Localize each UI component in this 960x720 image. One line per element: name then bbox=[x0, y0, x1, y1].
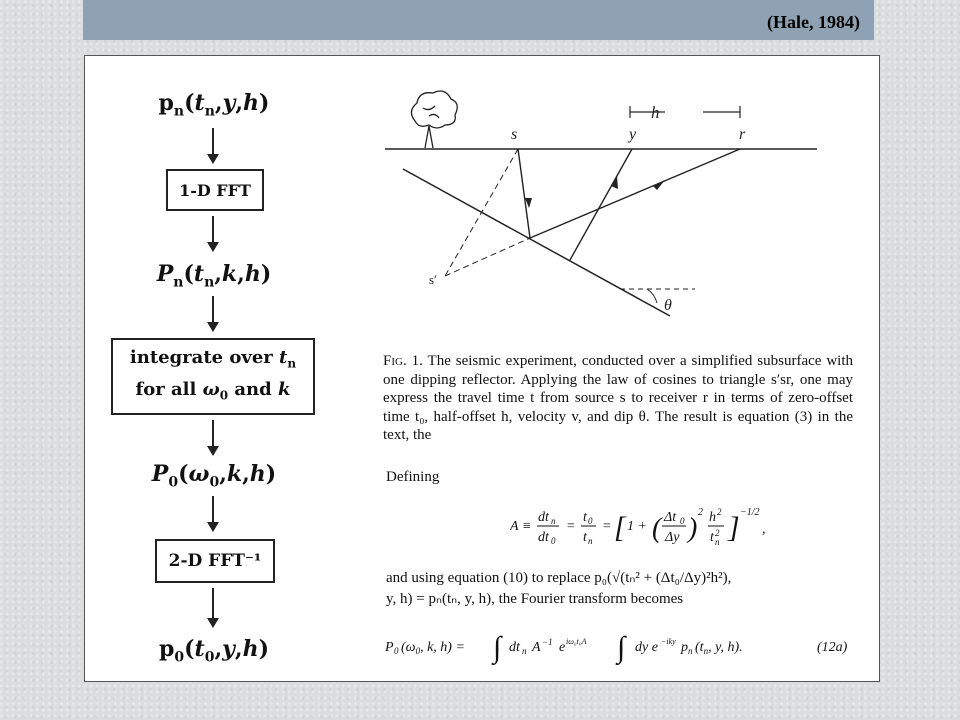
svg-text:0: 0 bbox=[588, 516, 593, 526]
svg-text:∫: ∫ bbox=[617, 631, 626, 664]
replace-line-1: and using equation (10) to replace p₀(√(tₙ² + (Δt₀/Δy)²h²), bbox=[386, 570, 732, 586]
step-2d-inverse-fft-label: 2-D FFT⁻¹ bbox=[168, 551, 262, 571]
svg-text:=: = bbox=[602, 519, 612, 534]
zero-offset-ray-arrow bbox=[611, 176, 618, 189]
label-s-prime: s′ bbox=[429, 272, 437, 287]
ray-up bbox=[530, 149, 740, 238]
svg-text:dt: dt bbox=[509, 640, 520, 655]
flow-input: $p_n(t_n,y,h)$ bbox=[158, 90, 270, 120]
svg-text:(ω0, k, h) =: ($\omega_0$, k, h) = bbox=[401, 640, 465, 656]
svg-text:n: n bbox=[688, 646, 693, 656]
svg-text:dt: dt bbox=[538, 510, 549, 525]
svg-text:P: P bbox=[385, 640, 394, 655]
svg-text:n: n bbox=[522, 646, 527, 656]
svg-text:∫: ∫ bbox=[493, 631, 502, 664]
svg-text:0: 0 bbox=[394, 646, 399, 656]
svg-text:t: t bbox=[583, 530, 587, 545]
image-source-line bbox=[445, 149, 518, 276]
svg-text:e: e bbox=[559, 640, 566, 655]
equation-a bbox=[510, 501, 810, 551]
caption-fig-label: Fig. 1. bbox=[383, 353, 423, 369]
header-bar bbox=[83, 0, 874, 40]
flow-arrow-3 bbox=[212, 296, 214, 330]
svg-text:−1: −1 bbox=[542, 637, 553, 647]
image-ray-line bbox=[445, 238, 530, 276]
flow-arrow-2 bbox=[212, 216, 214, 250]
equation-12a bbox=[385, 626, 865, 668]
step-integrate-line1: integrate over $t_n$ bbox=[129, 346, 297, 371]
flow-after-fft: $P_n(t_n,k,h)$ bbox=[156, 261, 272, 291]
ray-down bbox=[518, 149, 530, 238]
label-theta: θ bbox=[664, 297, 672, 314]
svg-text:t: t bbox=[583, 510, 587, 525]
label-s: s bbox=[511, 126, 518, 143]
svg-text:[: [ bbox=[614, 511, 626, 544]
seismic-diagram bbox=[385, 86, 845, 326]
svg-text:p: p bbox=[681, 640, 688, 655]
svg-text:dt: dt bbox=[538, 530, 549, 545]
label-y: y bbox=[629, 126, 637, 143]
svg-text:n: n bbox=[551, 516, 556, 526]
svg-text:Δt: Δt bbox=[664, 510, 677, 525]
svg-text:): ) bbox=[688, 513, 698, 544]
label-r: r bbox=[739, 126, 746, 143]
flow-after-integrate: $P_0(\omega_0,k,h)$ bbox=[151, 461, 277, 491]
caption-text: The seismic experiment, conducted over a simplified subsurface with one dipping reflector. Applying the law of cosines to triangle s′sr, one may express the travel time t from source s to receiver r in terms of zero-offset time t₀, half-offset h, velocity v, and dip θ. The result is equation (3) in the text, the bbox=[383, 353, 853, 443]
svg-text:A: A bbox=[532, 640, 541, 655]
svg-text:=: = bbox=[566, 519, 576, 534]
svg-text:2: 2 bbox=[715, 528, 720, 538]
svg-text:n: n bbox=[715, 537, 720, 547]
dipping-reflector bbox=[403, 169, 670, 316]
svg-text:0: 0 bbox=[551, 536, 556, 546]
svg-text:h: h bbox=[709, 510, 716, 525]
flow-arrow-5 bbox=[212, 496, 214, 530]
svg-text:A: A bbox=[510, 519, 519, 534]
svg-text:iω₀t₀A: iω₀t₀A bbox=[566, 637, 587, 646]
replace-line-2: y, h) = pₙ(tₙ, y, h), the Fourier transform becomes bbox=[386, 591, 684, 607]
flow-output: $p_0(t_0,y,h)$ bbox=[158, 636, 270, 666]
tree-icon bbox=[411, 91, 457, 148]
defining-text: Defining bbox=[386, 469, 440, 485]
flow-arrow-4 bbox=[212, 420, 214, 454]
svg-text:0: 0 bbox=[680, 516, 685, 526]
flow-arrow-1 bbox=[212, 128, 214, 162]
dip-angle-arc bbox=[647, 289, 657, 303]
svg-text:t: t bbox=[710, 530, 714, 545]
step-2d-inverse-fft bbox=[155, 539, 275, 583]
step-1d-fft-label: 1-D FFT bbox=[179, 180, 251, 200]
figure-panel bbox=[84, 55, 880, 682]
svg-text:−1/2: −1/2 bbox=[740, 507, 760, 518]
svg-text:≡: ≡ bbox=[522, 519, 532, 534]
svg-text:1 +: 1 + bbox=[627, 519, 647, 534]
step-integrate bbox=[111, 338, 315, 415]
svg-text:,: , bbox=[762, 522, 766, 537]
step-integrate-line2: for all $\omega_0$ and k bbox=[135, 378, 291, 403]
svg-text:(tn, y, h).: ($t_n$, y, h). bbox=[695, 640, 743, 656]
svg-text:]: ] bbox=[728, 511, 740, 544]
svg-text:−iky: −iky bbox=[661, 637, 676, 646]
svg-text:(: ( bbox=[652, 513, 662, 544]
label-h: h bbox=[651, 103, 660, 122]
equation-number: (12a) bbox=[817, 640, 848, 655]
svg-text:dy e: dy e bbox=[635, 640, 658, 655]
zero-offset-ray bbox=[570, 149, 632, 260]
flow-arrow-6 bbox=[212, 588, 214, 626]
svg-text:2: 2 bbox=[717, 507, 722, 517]
svg-text:Δy: Δy bbox=[665, 530, 680, 545]
figure-caption bbox=[383, 352, 853, 445]
svg-text:n: n bbox=[588, 536, 593, 546]
svg-text:2: 2 bbox=[698, 507, 703, 518]
step-1d-fft bbox=[166, 169, 264, 211]
citation: (Hale, 1984) bbox=[767, 12, 860, 32]
